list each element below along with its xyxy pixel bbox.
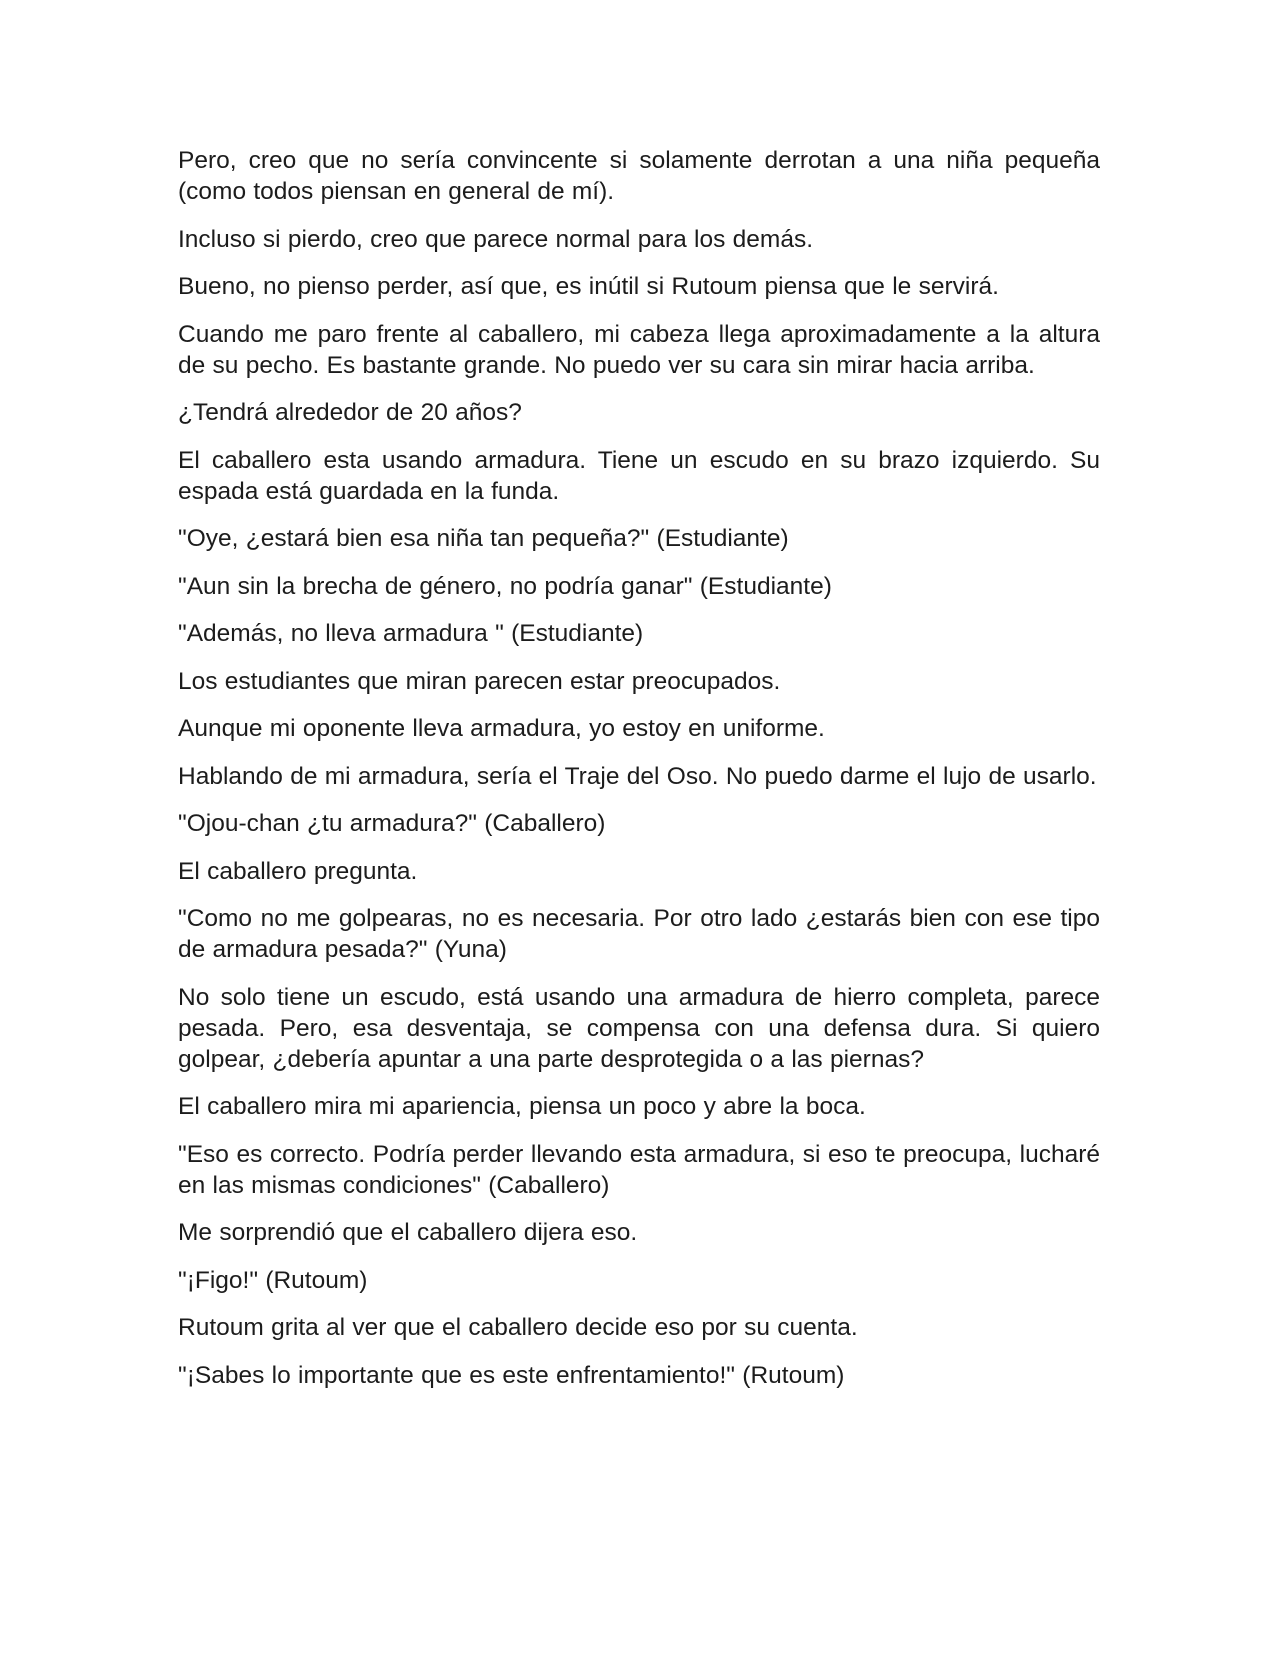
paragraph: "Eso es correcto. Podría perder llevando esta armadura, si eso te preocupa, lucharé en las mismas condiciones" (Caballero): [178, 1140, 1100, 1199]
paragraph: "Aun sin la brecha de género, no podría ganar" (Estudiante): [178, 572, 832, 600]
paragraph: No solo tiene un escudo, está usando una armadura de hierro completa, parece pesada. Pero, esa desventaja, se compensa con una defensa dura. Si quiero golpear, ¿debería apuntar a una parte desprotegida o a las piernas?: [178, 983, 1100, 1073]
paragraph: Los estudiantes que miran parecen estar preocupados.: [178, 667, 781, 695]
document-page: [178, 145, 1100, 1407]
paragraph: Hablando de mi armadura, sería el Traje del Oso. No puedo darme el lujo de usarlo.: [178, 762, 1097, 790]
paragraph: Rutoum grita al ver que el caballero decide eso por su cuenta.: [178, 1314, 858, 1341]
paragraph: "¡Sabes lo importante que es este enfrentamiento!" (Rutoum): [178, 1361, 845, 1389]
paragraph: "¡Figo!" (Rutoum): [178, 1266, 368, 1294]
paragraph: Me sorprendió que el caballero dijera eso.: [178, 1219, 638, 1246]
paragraph: "Oye, ¿estará bien esa niña tan pequeña?" (Estudiante): [178, 525, 789, 552]
paragraph: Incluso si pierdo, creo que parece normal para los demás.: [178, 225, 814, 253]
paragraph: "Además, no lleva armadura " (Estudiante): [178, 620, 644, 647]
paragraph: El caballero mira mi apariencia, piensa un poco y abre la boca.: [178, 1093, 866, 1120]
paragraph: El caballero esta usando armadura. Tiene un escudo en su brazo izquierdo. Su espada está guardada en la funda.: [178, 446, 1100, 505]
paragraph: El caballero pregunta.: [178, 857, 418, 885]
paragraph: ¿Tendrá alrededor de 20 años?: [178, 399, 522, 426]
paragraph: "Como no me golpearas, no es necesaria. Por otro lado ¿estarás bien con ese tipo de armadura pesada?" (Yuna): [178, 905, 1100, 963]
paragraph: Bueno, no pienso perder, así que, es inútil si Rutoum piensa que le servirá.: [178, 273, 999, 300]
paragraph: Pero, creo que no sería convincente si solamente derrotan a una niña pequeña (como todos piensan en general de mí).: [178, 147, 1100, 205]
paragraph: Aunque mi oponente lleva armadura, yo estoy en uniforme.: [178, 715, 825, 742]
paragraph: "Ojou-chan ¿tu armadura?" (Caballero): [178, 810, 606, 837]
paragraph: Cuando me paro frente al caballero, mi cabeza llega aproximadamente a la altura de su pecho. Es bastante grande. No puedo ver su cara sin mirar hacia arriba.: [178, 320, 1100, 379]
